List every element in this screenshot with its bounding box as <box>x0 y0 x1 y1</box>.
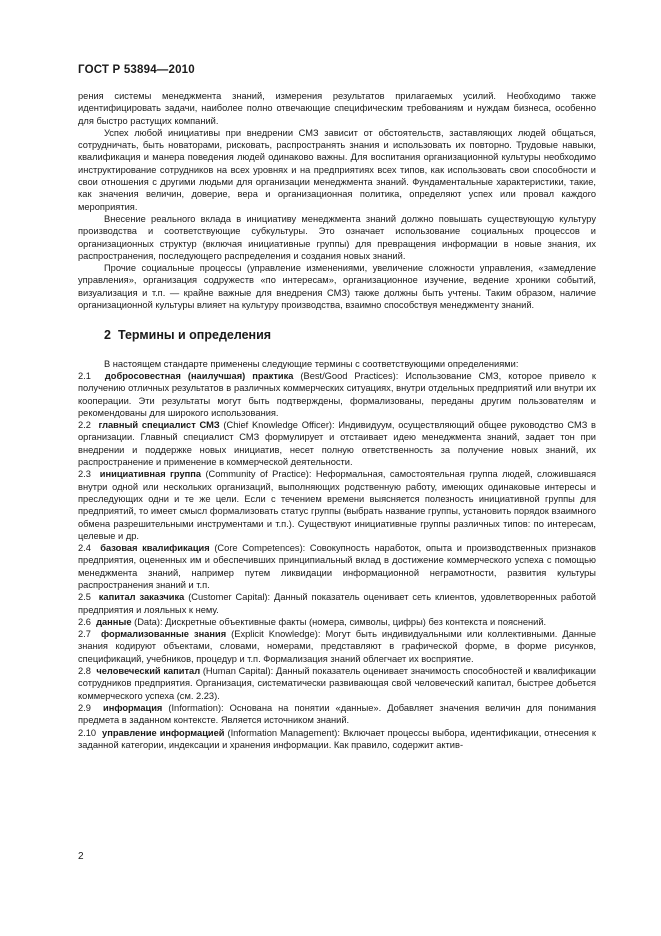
term-number: 2.10 <box>78 727 97 738</box>
term-name: человеческий капитал <box>96 666 201 677</box>
term-number: 2.9 <box>78 702 91 713</box>
term-number: 2.6 <box>78 616 91 627</box>
term-entry <box>78 665 596 702</box>
term-name: базовая квалификация <box>100 543 210 554</box>
term-name: главный специалист СМЗ <box>98 420 220 431</box>
page-number: 2 <box>78 851 84 862</box>
term-definition: (Information Management): Включает процессы выбора, идентификации, отнесения к заданной категории, индексации и хранения информации. Как правило, содержит актив- <box>78 727 596 750</box>
document-page <box>78 64 596 751</box>
body-text <box>78 90 596 751</box>
term-number: 2.4 <box>78 543 91 554</box>
term-number: 2.2 <box>78 420 91 431</box>
term-definition: (Community of Practice): Неформальная, самостоятельная группа людей, сложившаяся внутри одной или нескольких организаций, выполняющих родственную работу, имеющих одинаковые интересы и преследующих одни и те же цели. Если с течением времени выясняется полезность инициативной группы для предприятий, то имеет смысл формализовать статус группы (выбрать название группы, установить порядок взаимного обмена разрешительными инструментами и т.п.). Существуют инициативные группы различных типов: по интересам, целевые и др. <box>78 469 596 541</box>
term-entry <box>78 727 596 752</box>
term-definition: (Customer Capital): Данный показатель оценивает сеть клиентов, удовлетворенных работой предприятия и лояльных к нему. <box>78 592 596 615</box>
term-name: капитал заказчика <box>98 592 185 603</box>
term-name: информация <box>102 702 163 713</box>
term-number: 2.7 <box>78 629 91 640</box>
term-name: управление информацией <box>102 727 225 738</box>
section-intro: В настоящем стандарте применены следующие термины с соответствующими определениями: <box>104 358 519 369</box>
term-entry <box>78 702 596 727</box>
intro-paragraph-continuation: рения системы менеджмента знаний, измерения результатов прилагаемых усилий. Необходимо также идентифицировать задачи, наиболее полно отвечающие специфическим требованиям и нуждам бизнеса, особенно для быстро растущих компаний. <box>78 91 596 126</box>
intro-paragraph: Внесение реального вклада в инициативу менеджмента знаний должно повышать существующую культуру производства и соответствующие субкультуры. Это означает использование социальных процессов и организационных структур (включая инициативные группы) для превращения информации в новые знания, их распространения, последующего распределения и создания новых знаний. <box>78 213 596 261</box>
term-number: 2.5 <box>78 592 91 603</box>
term-definition: (Data): Дискретные объективные факты (номера, символы, цифры) без контекста и пояснений. <box>131 616 547 627</box>
term-definition: (Chief Knowledge Officer): Индивидуум, осуществляющий общее руководство СМЗ в организации. Главный специалист СМЗ формулирует и отстаивает идею менеджмента знаний, задает тон при внедрении и поддержке новых инициатив, несет полную ответственность за получение новых знаний, их распространение и применение в коммерческой деятельности. <box>78 420 596 468</box>
term-definition: (Best/Good Practices): Использование СМЗ, которое привело к получению отличных результатов в различных коммерческих ситуациях, внутри отдельных предприятий или внутри их кооперации. Эти результаты могут быть подтверждены, формализованы, переданы другим пользователям и рекомендованы для широкого использования. <box>78 370 596 418</box>
term-entry <box>78 542 596 591</box>
page-header: ГОСТ Р 53894—2010 <box>78 64 195 76</box>
term-name: инициативная группа <box>99 469 202 480</box>
term-entry <box>78 419 596 468</box>
term-definition: (Core Competences): Совокупность наработок, опыта и производственных признаков предприятия, оцененных им и обеспечивших принципиальный вклад в достижение коммерческого успеха с помощью менеджмента знаний, например путем ликвидации информационной неграмотности, развития культуры распространения знаний и т.п. <box>78 543 596 590</box>
term-entry <box>78 468 596 542</box>
section-heading <box>104 329 596 341</box>
term-number: 2.1 <box>78 370 91 381</box>
term-entry <box>78 591 596 616</box>
term-entry <box>78 628 596 665</box>
term-number: 2.8 <box>78 666 91 677</box>
term-entry <box>78 616 596 628</box>
term-definition: (Explicit Knowledge): Могут быть индивидуальными или коллективными. Данные знания кодируют объектами, словами, номерами, представляют в графической форме, в форме рисунков, спецификаций, учебников, процедур и т.п. Формализация знаний облегчает их восприятие. <box>78 629 596 664</box>
term-number: 2.3 <box>78 469 91 480</box>
term-definition: (Information): Основана на понятии «данные». Добавляет значения величин для понимания предмета в заданном контексте. Является источником знаний. <box>78 702 596 726</box>
term-name: данные <box>96 616 132 627</box>
term-name: добросовестная (наилучшая) практика <box>104 370 294 381</box>
term-entry <box>78 370 596 419</box>
section-number: 2 <box>104 328 111 343</box>
term-definition: (Human Capital): Данный показатель оценивает значимость способностей и квалификации сотрудников предприятия. Организация, систематически развивающая свой человеческий капитал, быстрее добьется коммерческого успеха (см. 2.23). <box>78 666 596 701</box>
intro-paragraph: Успех любой инициативы при внедрении СМЗ зависит от обстоятельств, заставляющих людей общаться, сотрудничать, быть новаторами, рисковать, распространять знания и использовать их повторно. Трудовые навыки, квалификация и манера поведения людей одинаково важны. Для воспитания организационной культуры необходимо инструктирование сотрудников на всех уровнях и на предприятиях всех типов, как использовать свои способности и свои отношения с другими людьми для организации менеджмента знаний. Фундаментальные характеристики, такие, как значения величин, доверие, вера и организационная политика, определяют успех или провал каждого мероприятия. <box>78 127 596 212</box>
intro-paragraph: Прочие социальные процессы (управление изменениями, увеличение сложности управления, «замедление управления», организация содружеств «по интересам», организационное изучение, ведение хроники событий, визуализация и т.п. — крайне важные для внедрения СМЗ) также должны быть учтены. Таким образом, наличие организационной культуры влияет на культуру производства, взаимно способствуя менеджменту знаний. <box>78 263 596 311</box>
section-title: Термины и определения <box>117 328 272 343</box>
term-name: формализованные знания <box>101 629 227 640</box>
